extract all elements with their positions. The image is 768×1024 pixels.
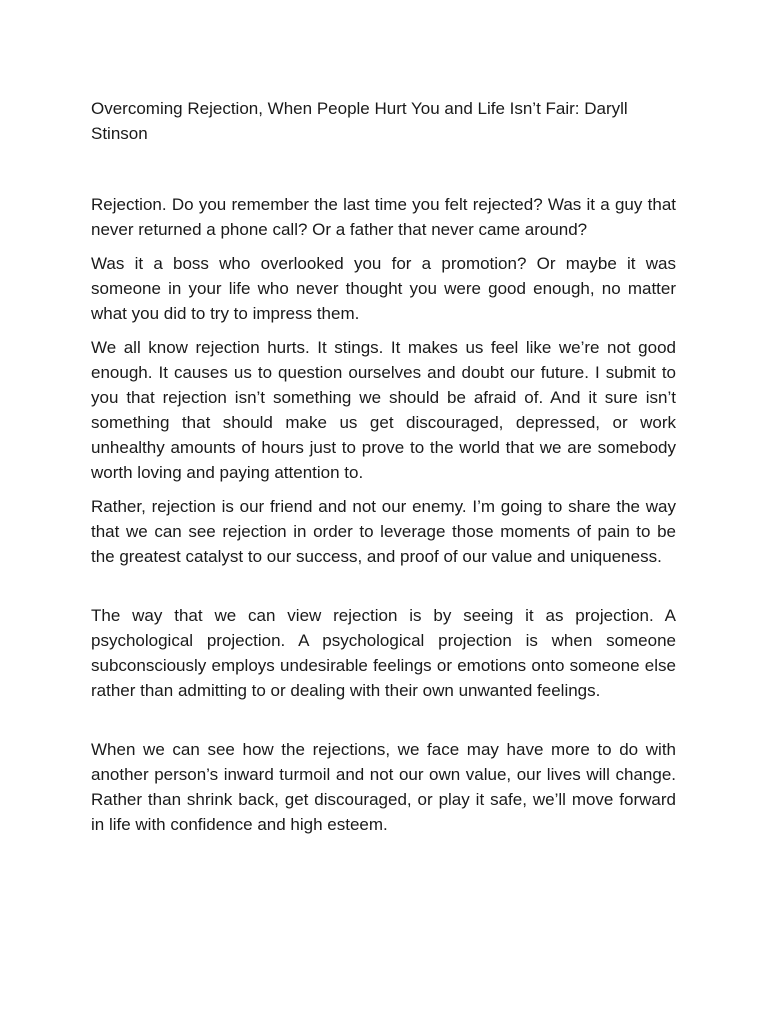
document-page (91, 96, 676, 846)
paragraph-6: When we can see how the rejections, we face may have more to do with another person’s inward turmoil and not our own value, our lives will change. Rather than shrink back, get discouraged, or play it safe, we’ll move forward in life with confidence and high esteem. (91, 740, 676, 834)
paragraph-1: Rejection. Do you remember the last time you felt rejected? Was it a guy that never returned a phone call? Or a father that never came around? (91, 195, 676, 239)
paragraph-2: Was it a boss who overlooked you for a promotion? Or maybe it was someone in your life who never thought you were good enough, no matter what you did to try to impress them. (91, 254, 676, 323)
document-title: Overcoming Rejection, When People Hurt You and Life Isn’t Fair: Daryll Stinson (91, 99, 628, 143)
paragraph-4: Rather, rejection is our friend and not our enemy. I’m going to share the way that we can see rejection in order to leverage those moments of pain to be the greatest catalyst to our success, and proof of our value and uniqueness. (91, 497, 676, 566)
paragraph-5: The way that we can view rejection is by seeing it as projection. A psychological projection. A psychological projection is when someone subconsciously employs undesirable feelings or emotions onto someone else rather than admitting to or dealing with their own unwanted feelings. (91, 606, 676, 700)
paragraph-3: We all know rejection hurts. It stings. It makes us feel like we’re not good enough. It causes us to question ourselves and doubt our future. I submit to you that rejection isn’t something we should be afraid of. And it sure isn’t something that should make us get discouraged, depressed, or work unhealthy amounts of hours just to prove to the world that we are somebody worth loving and paying attention to. (91, 338, 676, 482)
